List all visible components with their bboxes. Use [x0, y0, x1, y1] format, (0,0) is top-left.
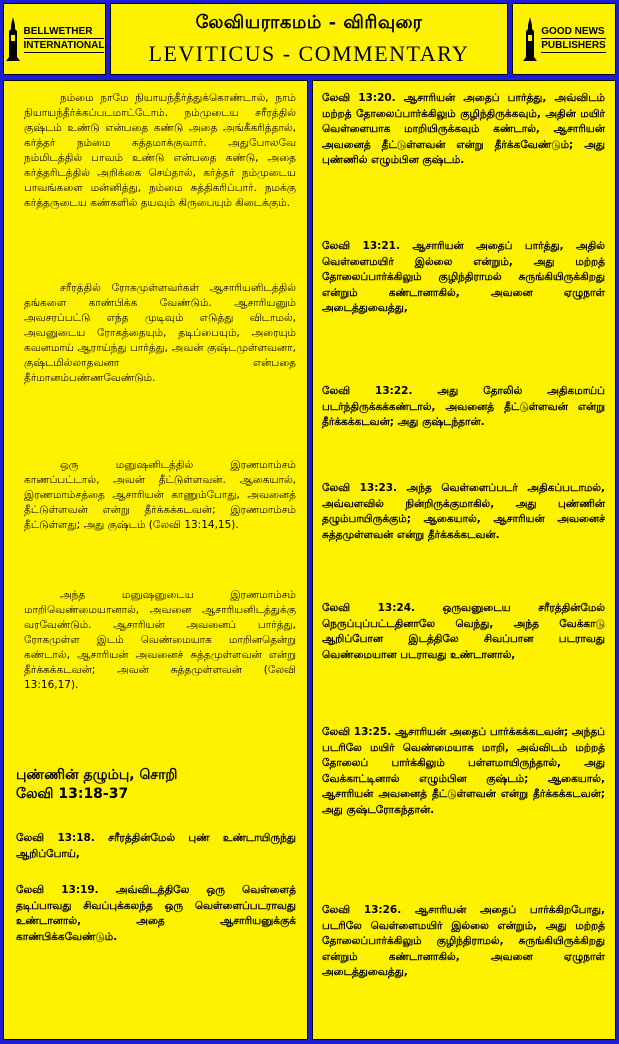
verse-block: லேவி 13:21. ஆசாரியன் அதைப் பார்த்து, அதில் வெள்ளைமயிர் இல்லை என்றும், அது மற்றத் தோலைப்பார்க்கிலும் குழிந்திராமல் சுருங்கியிருக்கிறது என்றும் கண்டானாகில், அவனை ஏழுநாள் அடைத்துவைத்து,	[322, 240, 605, 314]
verse-block: லேவி 13:24. ஒருவனுடைய சரீரத்தின்மேல் நெருப்புப்பட்டதினாலே வெந்து, அந்த வேக்காடு ஆறிப்போன இடத்திலே சிவப்பான படராவது வெண்மையான படராவது உண்டானால்,	[322, 602, 605, 661]
logo-right-line1: GOOD NEWS	[541, 26, 605, 37]
section-heading-title: புண்ணின் தழும்பு, சொறி	[16, 767, 178, 783]
logo-left-line2: INTERNATIONAL	[23, 40, 105, 51]
page-header	[110, 3, 508, 75]
logo-left-line1: BELLWETHER	[24, 25, 105, 39]
publisher-logo-left	[3, 3, 106, 75]
commentary-paragraph: அந்த மனுஷனுடைய இரணமாம்சம் மாறிவெண்மையானால், அவனை ஆசாரியனிடத்துக்கு வரவேண்டும். ஆசாரியன் அவனைப் பார்த்து, ரோகமுள்ள இடம் வெண்மையாக மாறினதென்று கண்டால், ஆசாரியன் அவனைச் சுத்தமுள்ளவன் என்று தீர்க்கக்கடவன்; அவன் சுத்தமுள்ளவன் (லேவி 13:16,17).	[24, 589, 296, 691]
commentary-paragraph: சரீரத்தில் ரோகமுள்ளவர்கள் ஆசாரியனிடத்தில் தங்களை காண்பிக்க வேண்டும். ஆசாரியனும் அவசரப்பட்டு எந்த முடிவும் எடுத்து விடாமல், அவனுடைய ரோகத்தையும், தடிப்பையும், அரையும் கவனமாய் ஆராய்ந்து பார்த்து, அவன் குஷ்டமுள்ளவனா, குஷ்டமில்லாதவனா என்பதை தீர்மானம்பண்ணவேண்டும்.	[24, 282, 296, 384]
tower-icon	[5, 17, 21, 61]
verse-block: லேவி 13:19. அவ்விடத்திலே ஒரு வெள்ளைத் தடிப்பாவது சிவப்புக்கலந்த ஒரு வெள்ளைப்படராவது உண்டானால், அதை ஆசாரியனுக்குக் காண்பிக்கவேண்டும்.	[16, 884, 296, 943]
tower-icon	[522, 17, 538, 61]
verse-block: லேவி 13:26. ஆசாரியன் அதைப் பார்க்கிறபோது, படரிலே வெள்ளைமயிர் இல்லை என்றும், அது மற்றத் தோலைப்பார்க்கிலும் குழிந்திராமல், சுருங்கியிருக்கிறது என்றும் கண்டானாகில், அவனை ஏழுநாள் அடைத்துவைத்து,	[322, 904, 605, 978]
logo-right-line2: PUBLISHERS	[541, 40, 606, 51]
verse-block: லேவி 13:25. ஆசாரியன் அதைப் பார்க்கக்கடவன்; அந்தப் படரிலே மயிர் வெண்மையாக மாறி, அவ்விடம் மற்றத் தோலைப் பார்க்கிலும் பள்ளமாயிருந்தால், அது வேக்காட்டினால் எழும்பின குஷ்டம்; ஆகையால், ஆசாரியன் அவனைத் தீட்டுள்ளவன் என்று தீர்க்கக்கடவன்; அது குஷ்டரோகந்தான்.	[322, 726, 605, 816]
left-column	[3, 80, 308, 1040]
section-heading	[16, 766, 306, 804]
verse-block: லேவி 13:23. அந்த வெள்ளைப்படர் அதிகப்படாமல், அவ்வளவில் நின்றிருக்குமாகில், அது புண்ணின் தழும்பாயிருக்கும்; ஆகையால், ஆசாரியன் அவனைச் சுத்தமுள்ளவன் என்று தீர்க்கக்கடவன்.	[322, 482, 605, 541]
verse-block: லேவி 13:22. அது தோலில் அதிகமாய்ப் படர்ந்திருக்கக்கண்டால், அவனைத் தீட்டுள்ளவன் என்று தீர்க்கக்கடவன்; அது குஷ்டந்தான்.	[322, 385, 605, 428]
verse-block: லேவி 13:20. ஆசாரியன் அதைப் பார்த்து, அவ்விடம் மற்றத் தோலைப்பார்க்கிலும் குழிந்திருக்கவும், அதின் மயிர் வெள்ளையாக மாறியிருக்கவும் கண்டால், ஆசாரியன் அவனைத் தீட்டுள்ளவன் என்று தீர்க்கவேண்டும்; அது புண்ணில் எழும்பின குஷ்டம்.	[322, 92, 605, 166]
publisher-logo-right	[512, 3, 616, 75]
right-column	[312, 80, 616, 1040]
section-heading-reference: லேவி 13:18-37	[16, 786, 129, 802]
page-title-tamil: லேவியராகமம் - விரிவுரை	[195, 12, 423, 33]
verse-block: லேவி 13:18. சரீரத்தின்மேல் புண் உண்டாயிருந்து ஆறிப்போய்,	[16, 832, 296, 860]
commentary-paragraph: ஒரு மனுஷனிடத்தில் இரணமாம்சம் காணப்பட்டால், அவன் தீட்டுள்ளவன். ஆகையால், இரணமாம்சத்தை ஆசாரியன் காணும்போது, அவனைத் தீட்டுள்ளவன் என்று தீர்க்கக்கடவன்; இரணமாம்சம் தீட்டுள்ளது; அது குஷ்டம் (லேவி 13:14,15).	[24, 459, 296, 531]
commentary-paragraph: நம்மை நாமே நியாயந்தீர்த்துக்கொண்டால், நாம் நியாயந்தீர்க்கப்படமாட்டோம். நம்முடைய சரீரத்தில் குஷ்டம் உண்டு என்பதை கண்டு அதை அங்கீகரித்தால், கர்த்தர் நம்மை சுத்தமாக்குவார். அதுபோலவே நம்மிடத்தில் பாவம் உண்டு என்பதை கண்டு, அதை கர்த்தரிடத்தில் அறிக்கை செய்தால், கர்த்தர் நம்முடைய பாவங்களை மன்னித்து, நம்மை சுத்திகரிப்பார். நமக்கு கர்த்தருடைய கண்களில் தயவும் கிருபையும் கிடைக்கும்.	[24, 92, 296, 209]
page-title-english: LEVITICUS - COMMENTARY	[148, 41, 470, 66]
